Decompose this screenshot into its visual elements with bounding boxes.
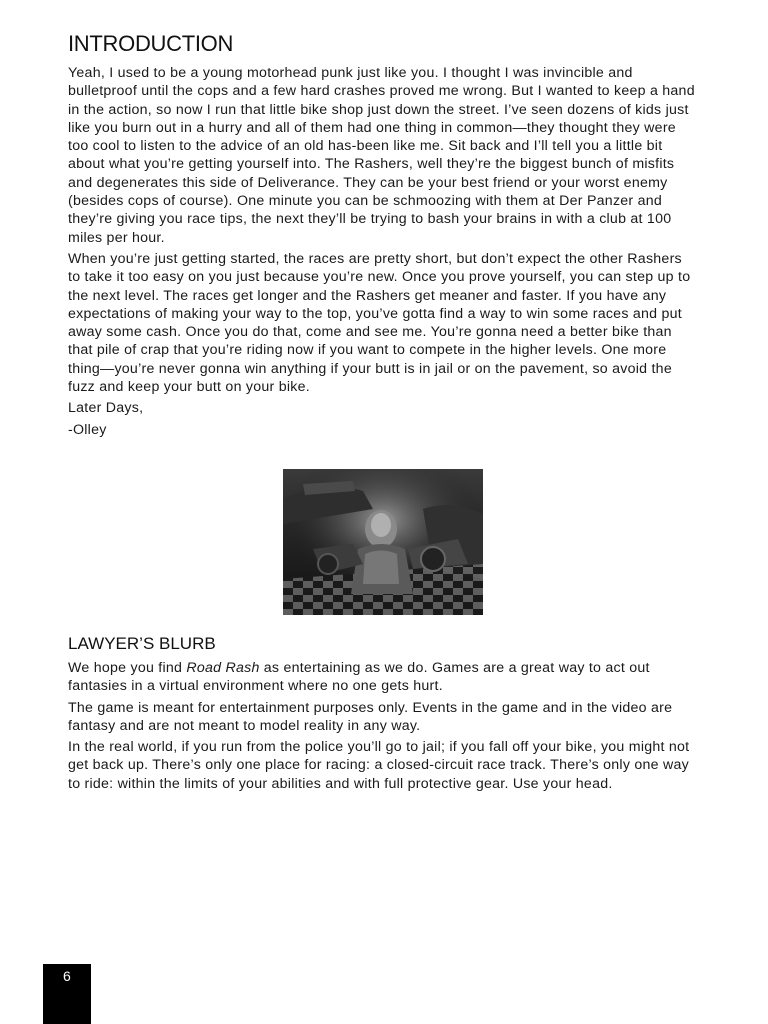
figure xyxy=(68,469,698,615)
manual-page xyxy=(68,30,698,796)
introduction-heading: INTRODUCTION xyxy=(68,31,234,56)
game-screenshot-image xyxy=(283,469,483,615)
page-number: 6 xyxy=(63,968,71,984)
lawyers-blurb-heading: LAWYER’S BLURB xyxy=(68,633,216,653)
blurb-p1-before: We hope you find xyxy=(68,659,187,676)
introduction-text xyxy=(68,64,698,439)
blurb-paragraph-2: The game is meant for entertainment purposes only. Events in the game and in the video are fantasy and are not meant to model reality in any way. xyxy=(68,699,673,734)
lawyers-blurb-section xyxy=(68,633,698,793)
blurb-p1-after: as entertaining as we do. Games are a great way to act out fantasies in a virtual environment where no one gets hurt. xyxy=(68,659,650,695)
intro-paragraph-2: When you’re just getting started, the races are pretty short, but don’t expect the other Rashers to take it too easy on you just because you’re new. Once you prove yourself, you can step up to the next level. The races get longer and the Rashers get meaner and faster. If you have any expectations of making your way to the top, you’ve gotta find a way to win some races and put away some cash. Once you do that, come and see me. You’re gonna need a better bike than that pile of crap that you’re riding now if you want to compete in the higher levels. One more thing—you’re never gonna win anything if your butt is in jail or on the pavement, so avoid the fuzz and keep your butt on your bike. xyxy=(68,250,691,396)
game-title: Road Rash xyxy=(186,659,260,676)
sign-off-line: Later Days, xyxy=(68,400,144,417)
signature-name: -Olley xyxy=(68,421,107,438)
blurb-paragraph-3: In the real world, if you run from the police you’ll go to jail; if you fall off your bike, you might not get back up. There’s only one place for racing: a closed-circuit race track. There’s only one way to ride: within the limits of your abilities and with full protective gear. Use your head. xyxy=(68,739,690,792)
page-number-tab xyxy=(43,964,91,1024)
blurb-paragraph-1 xyxy=(68,659,698,696)
intro-paragraph-1: Yeah, I used to be a young motorhead punk just like you. I thought I was invincible and bulletproof until the cops and a few hard crashes proved me wrong. But I wanted to keep a hand in the action, so now I run that little bike shop just down the street. I’ve seen dozens of kids just like you burn out in a hurry and all of them had one thing in common—they thought they were too cool to listen to the advice of an old has-been like me. Sit back and I’ll tell you a little bit about what you’re getting yourself into. The Rashers, well they’re the biggest bunch of misfits and degenerates this side of Deliverance. They can be your best friend or your worst enemy (besides cops of course). One minute you can be schmoozing with them at Der Panzer and they’re giving you race tips, the next they’ll be trying to bash your brains in with a club at 100 miles per hour. xyxy=(68,65,695,246)
